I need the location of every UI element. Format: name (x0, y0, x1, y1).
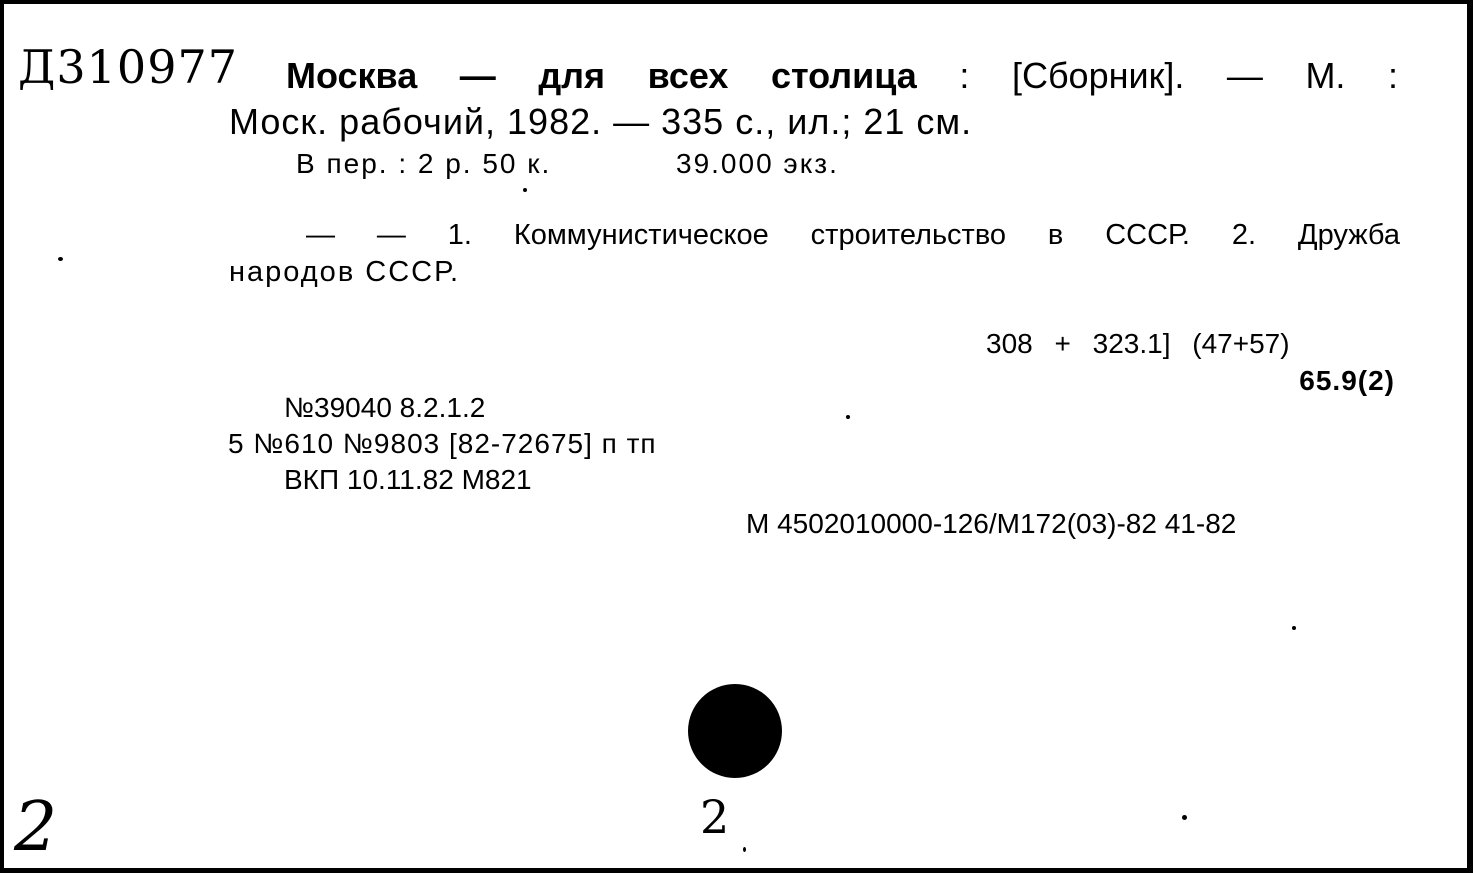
heading-rest: : [Сборник]. — М. : (959, 55, 1398, 96)
speck-2 (523, 188, 527, 192)
handwritten-mark-left: 2 (14, 788, 58, 867)
handwritten-mark-center: 2 (700, 790, 730, 844)
heading-line (286, 55, 1398, 96)
speck-5 (1182, 815, 1187, 820)
price: В пер. : 2 р. 50 к. (296, 148, 552, 179)
speck-1 (58, 257, 63, 261)
punch-hole-icon (688, 684, 782, 778)
subjects-line-1: — — 1. Коммунистическое строительство в СССР. 2. Дружба (306, 219, 1400, 251)
book-title: Москва — для всех столица (286, 55, 917, 96)
vkp-line: ВКП 10.11.82 М821 (284, 464, 532, 495)
print-run: 39.000 экз. (676, 148, 839, 179)
registration: 5 №610 №9803 [82-72675] п тп (228, 428, 657, 459)
speck-3 (846, 415, 850, 419)
speck-4 (1292, 626, 1296, 630)
call-number: Д310977 (18, 40, 238, 94)
class-number: 308 + 323.1] (47+57) (986, 328, 1290, 359)
order-number: №39040 8.2.1.2 (284, 392, 486, 423)
bbk-index: 65.9(2) (1299, 365, 1395, 396)
subjects-line-2: народов СССР. (229, 256, 461, 288)
publisher-code: М 4502010000-126/М172(03)-82 41-82 (746, 508, 1237, 539)
speck-6 (743, 847, 746, 852)
catalog-card (4, 4, 1467, 868)
imprint: Моск. рабочий, 1982. — 335 с., ил.; 21 см. (229, 101, 973, 142)
